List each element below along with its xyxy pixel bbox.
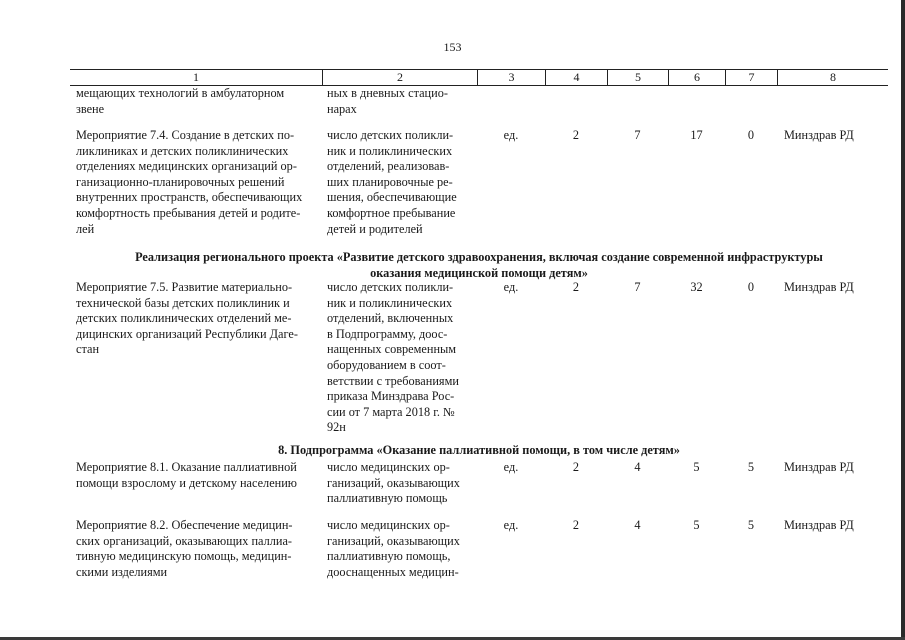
row-value-6: 32 [690,280,703,294]
row-unit: ед. [503,128,519,142]
row-description: Мероприятие 8.1. Оказание паллиативной помощи взрослому и детскому населению [76,460,297,490]
row-unit: ед. [503,460,519,474]
header-col-7: 7 [725,70,777,85]
header-col-4: 4 [545,70,607,85]
row-value-7: 5 [747,518,755,532]
row-indicator: число медицинских ор- ганизаций, оказывающих паллиативную помощь, дооснащенных медицин- [327,518,460,579]
row-value-5: 7 [634,128,641,142]
section-heading: Реализация регионального проекта «Развитие детского здравоохранения, включая создание современной инфраструктуры оказания медицинской помощи детям» [135,250,823,280]
row-value-7: 5 [747,460,755,474]
row-indicator: ных в дневных стацио- нарах [327,86,448,116]
table-header [70,69,888,86]
row-responsible: Минздрав РД [784,280,854,294]
row-value-7: 0 [747,280,755,294]
row-value-4: 2 [572,460,580,474]
section-heading: 8. Подпрограмма «Оказание паллиативной помощи, в том числе детям» [278,443,680,457]
header-col-3: 3 [477,70,545,85]
header-col-2: 2 [322,70,477,85]
row-value-6: 17 [690,128,703,142]
row-value-4: 2 [572,518,580,532]
row-unit: ед. [503,280,519,294]
scan-edge-right [901,0,905,640]
row-value-6: 5 [693,460,700,474]
row-value-7: 0 [747,128,755,142]
row-responsible: Минздрав РД [784,518,854,532]
row-description: Мероприятие 7.4. Создание в детских по- ликлиниках и детских поликлинических отделениях медицинских организаций ор- ганизационно-планировочных решений внутренних пространств, обеспечивающих комфортность пребывания детей и родите- лей [76,128,303,236]
header-col-5: 5 [607,70,668,85]
row-indicator: число медицинских ор- ганизаций, оказывающих паллиативную помощь [327,460,460,506]
row-unit: ед. [503,518,519,532]
row-value-4: 2 [572,280,580,294]
row-indicator: число детских поликли- ник и поликлинических отделений, реализовав- ших планировочные ре- шения, обеспечивающие комфортное пребывание детей и родителей [327,128,457,236]
row-responsible: Минздрав РД [784,128,854,142]
header-col-1: 1 [193,70,199,84]
header-col-6: 6 [668,70,725,85]
row-value-5: 4 [634,518,641,532]
row-description: Мероприятие 8.2. Обеспечение медицин- ских организаций, оказывающих паллиа- тивную медицинскую помощь, медицин- скими изделиями [76,518,293,579]
row-value-6: 5 [693,518,700,532]
row-description: Мероприятие 7.5. Развитие материально- технической базы детских поликлиник и детских поликлинических отделений ме- дицинских организаций Республики Даге- стан [76,280,298,357]
row-responsible: Минздрав РД [784,460,854,474]
row-value-5: 7 [634,280,641,294]
header-col-8: 8 [777,70,888,85]
row-description: мещающих технологий в амбулаторном звене [76,86,285,116]
row-value-4: 2 [572,128,580,142]
row-indicator: число детских поликли- ник и поликлинических отделений, включенных в Подпрограмму, доос- нащенных современным оборудованием в соот- ветствии с требованиями приказа Минздрава Рос- сии от 7 марта 2018 г. № 92н [327,280,459,435]
row-value-5: 4 [634,460,641,474]
page-number: 153 [443,40,462,54]
